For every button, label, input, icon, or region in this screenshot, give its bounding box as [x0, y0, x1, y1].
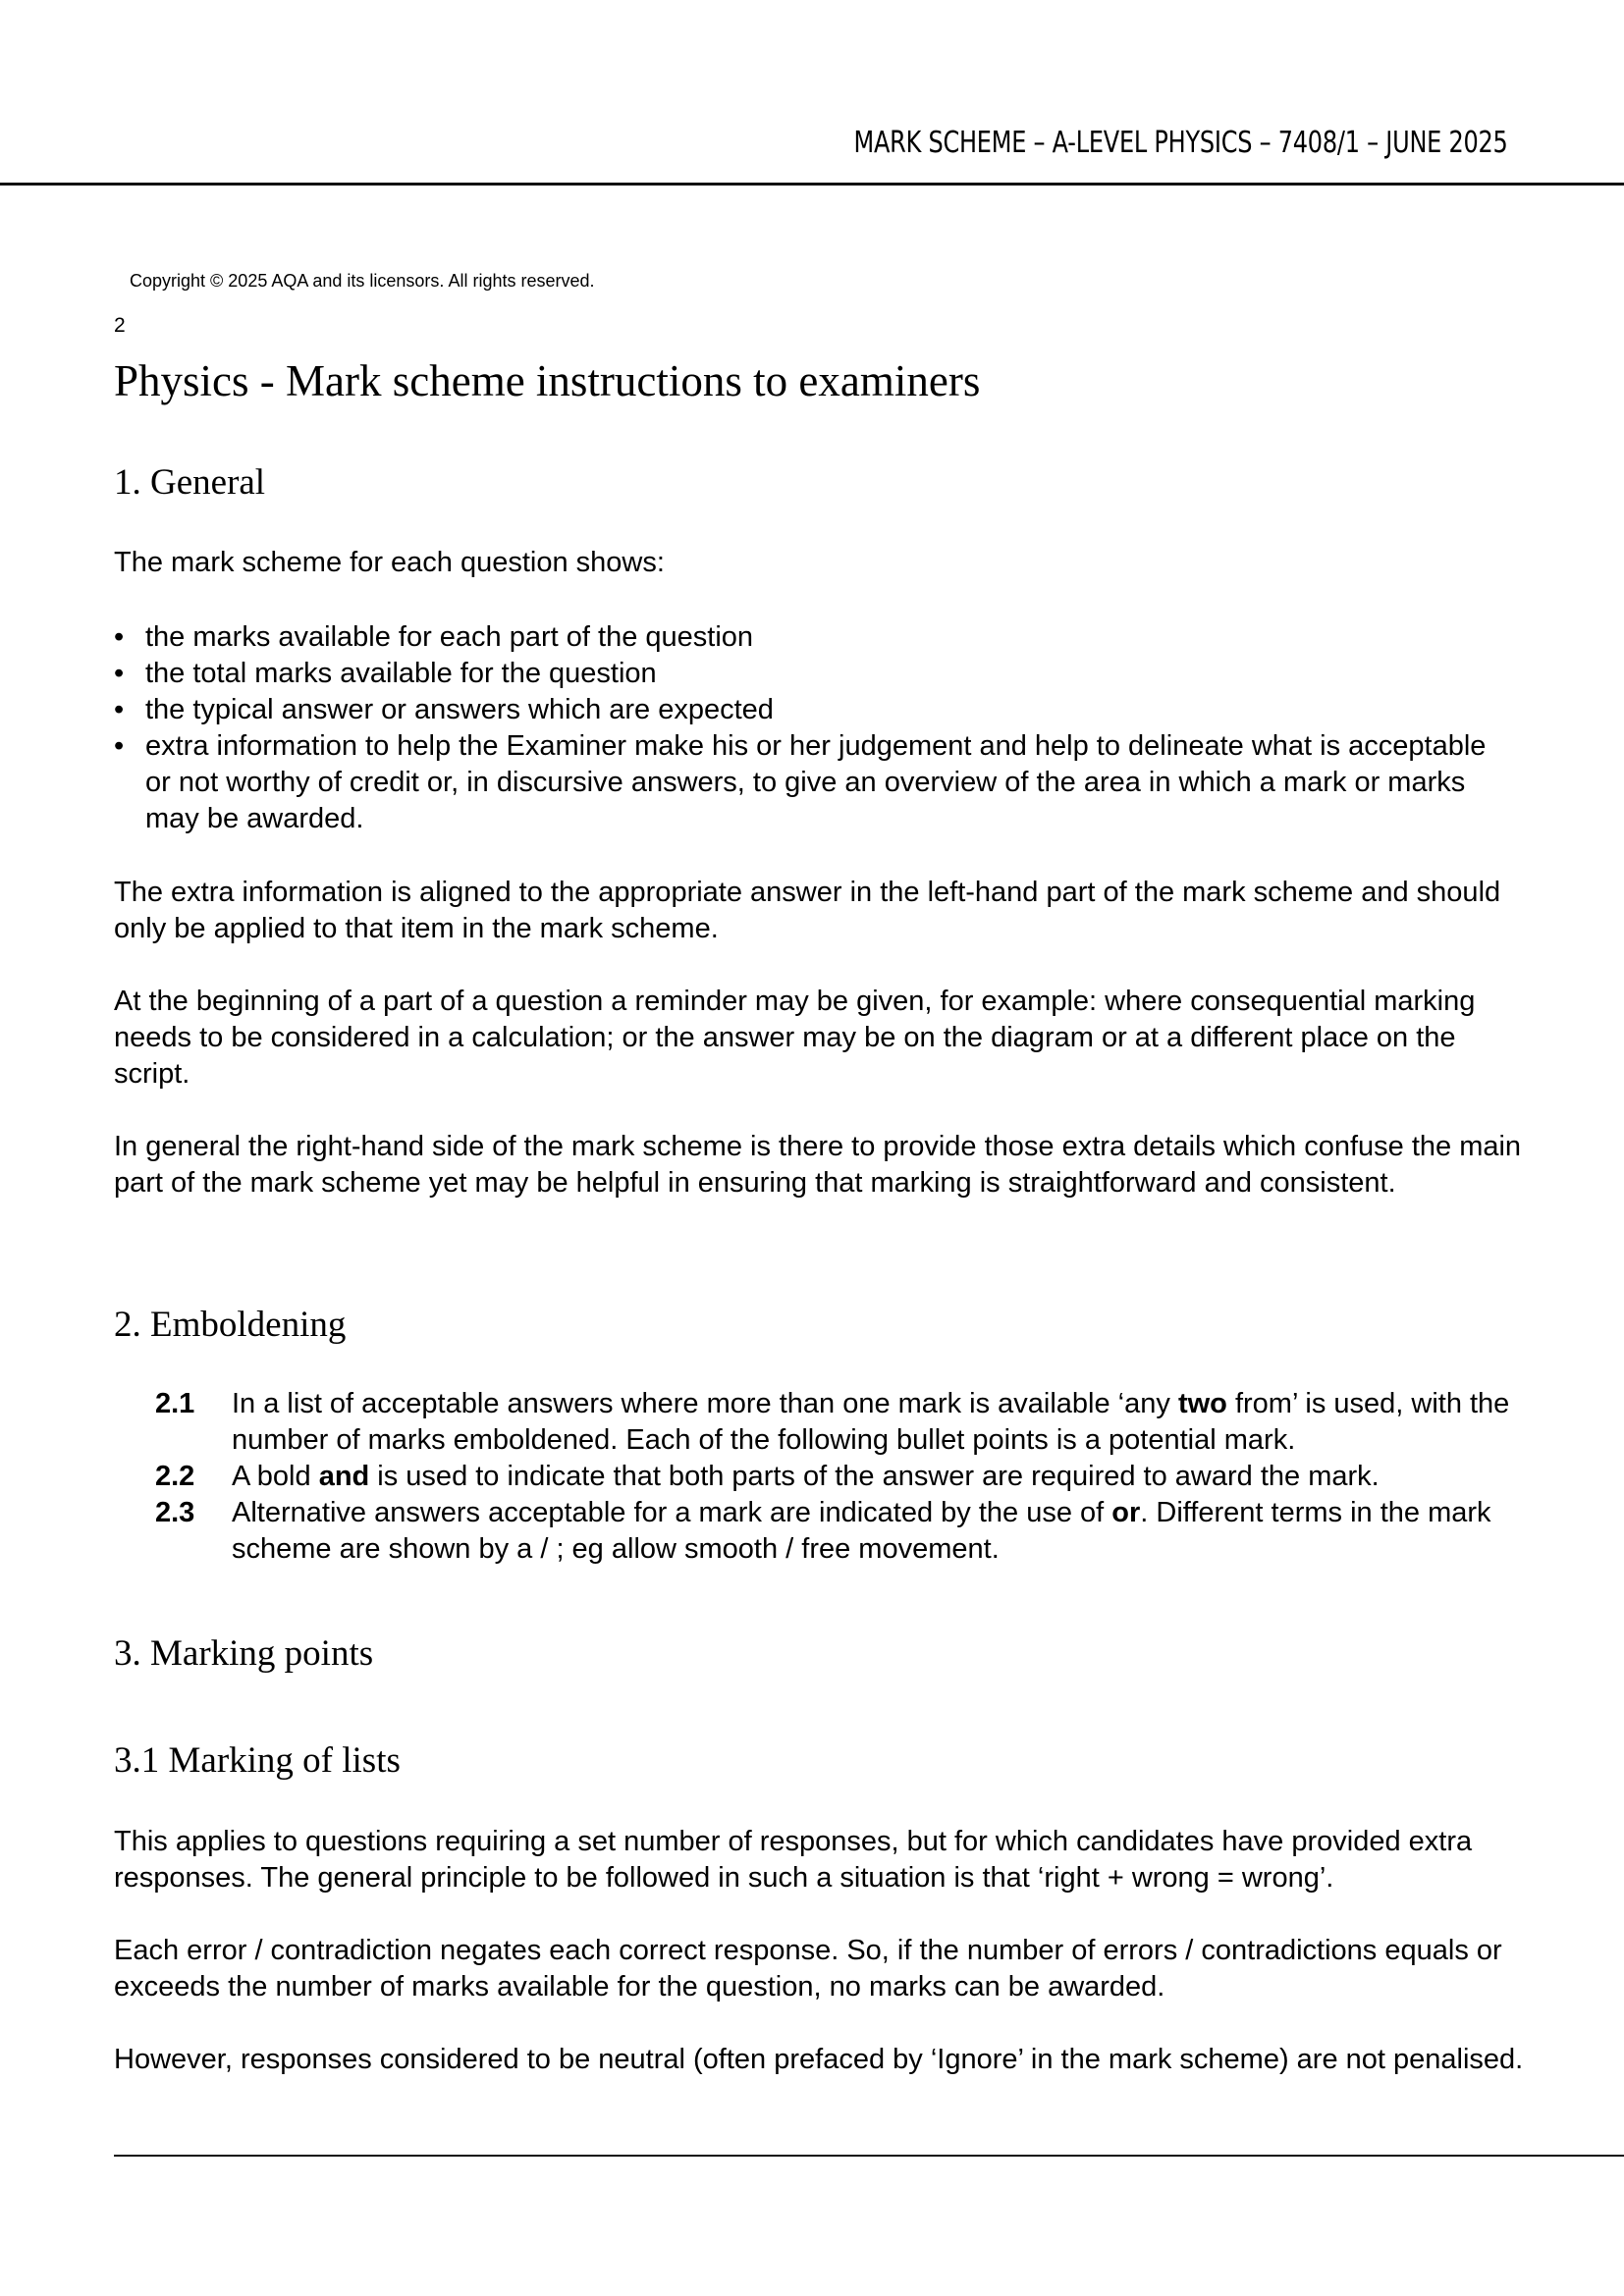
general-intro: The mark scheme for each question shows: [114, 547, 665, 578]
paragraph: The extra information is aligned to the appropriate answer in the left-hand part of the mark scheme and should only be applied to that item in the mark scheme. [114, 877, 1501, 944]
item-text: A bold [232, 1461, 319, 1492]
bold-term: two [1177, 1388, 1227, 1419]
numbered-item [114, 1459, 1528, 1495]
paragraph: This applies to questions requiring a set number of responses, but for which candidates have provided extra responses. The general principle to be followed in such a situation is that ‘right + wrong = wrong’. [114, 1826, 1473, 1894]
item-number: 2.2 [155, 1461, 195, 1492]
paragraph: In general the right-hand side of the mark scheme is there to provide those extra details which confuse the main part of the mark scheme yet may be helpful in ensuring that marking is straightforward and consistent. [114, 1131, 1522, 1199]
item-text: In a list of acceptable answers where more than one mark is available ‘any [232, 1388, 1178, 1419]
emboldening-list [114, 1386, 1528, 1568]
list-item: • the marks available for each part of the question [114, 619, 1498, 656]
subsection-heading-marking-of-lists: 3.1 Marking of lists [114, 1740, 401, 1781]
paragraph: Each error / contradiction negates each correct response. So, if the number of errors / contradictions equals or exceeds the number of marks available for the question, no marks can be awarded. [114, 1935, 1502, 2002]
list-item: • extra information to help the Examiner make his or her judgement and help to delineate what is acceptable or not worthy of credit or, in discursive answers, to give an overview of the area in which a mark or marks may be awarded. [114, 728, 1498, 837]
list-item: • the typical answer or answers which are expected [114, 692, 1498, 728]
section-heading-emboldening: 2. Emboldening [114, 1305, 347, 1345]
paragraph: At the beginning of a part of a question a reminder may be given, for example: where consequential marking needs to be considered in a calculation; or the answer may be on the diagram or at a different place on the script. [114, 986, 1476, 1090]
section-heading-marking-points: 3. Marking points [114, 1633, 374, 1674]
header-rule [0, 183, 1624, 186]
footer-rule [114, 2155, 1624, 2157]
copyright-notice: Copyright © 2025 AQA and its licensors. All rights reserved. [130, 271, 595, 291]
bold-term: or [1111, 1497, 1141, 1528]
page-title: Physics - Mark scheme instructions to examiners [114, 356, 981, 405]
item-text: is used to indicate that both parts of the answer are required to award the mark. [369, 1461, 1380, 1492]
general-bullet-list [114, 619, 1498, 837]
numbered-item [114, 1495, 1528, 1568]
numbered-item [114, 1386, 1528, 1459]
paragraph: However, responses considered to be neutral (often prefaced by ‘Ignore’ in the mark scheme) are not penalised. [114, 2044, 1524, 2075]
item-number: 2.3 [155, 1497, 195, 1528]
list-item: • the total marks available for the question [114, 656, 1498, 692]
item-text: from’ is used, with the number of marks emboldened. Each of the following bullet points is a potential mark. [232, 1388, 1510, 1456]
section-heading-general: 1. General [114, 462, 266, 503]
item-number: 2.1 [155, 1388, 195, 1419]
bold-term: and [318, 1461, 370, 1492]
item-text: Alternative answers acceptable for a mark are indicated by the use of [232, 1497, 1112, 1528]
item-text: . Different terms in the mark scheme are shown by a / ; eg allow smooth / free movement. [232, 1497, 1491, 1565]
running-header: MARK SCHEME – A-LEVEL PHYSICS – 7408/1 – JUNE 2025 [853, 126, 1508, 160]
page-number: 2 [114, 314, 126, 337]
